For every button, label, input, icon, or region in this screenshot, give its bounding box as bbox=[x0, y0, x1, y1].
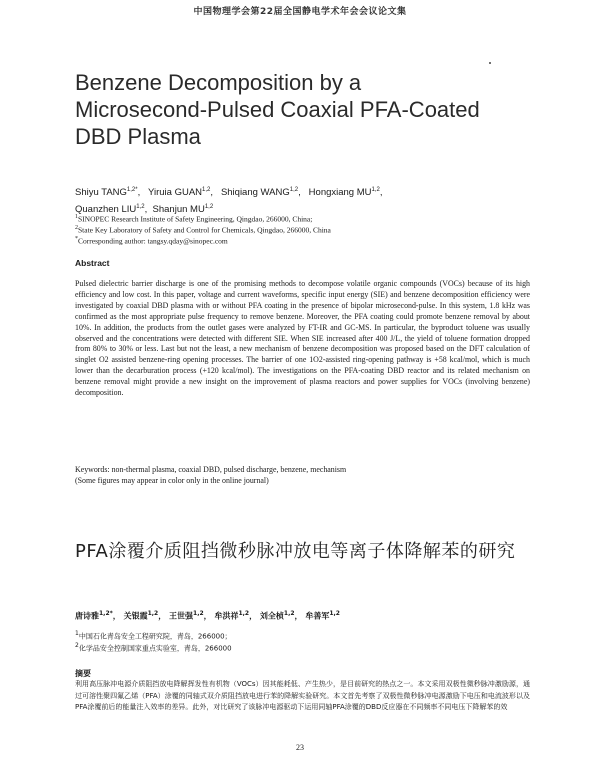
stray-mark bbox=[489, 62, 491, 64]
author-name: 牟善军 bbox=[305, 611, 330, 621]
abstract-body: Pulsed dielectric barrier discharge is one of the promising methods to decompose volatile organic compounds (VOCs) because of its high efficiency and low cost. In this paper, voltage and current waveforms, specific input energy (SIE) and benzene decomposition efficiency were investigated by coaxial DBD plasma with or without PFA coating in the presence of bipolar microsecond-pulse. In this system, 1.8 kHz was confirmed as the most appropriate pulse frequency to remove benzene. Moreover, the PFA coating could promote benzene removal by about 10%. In addition, the products from the outlet gases were analyzed by FT-IR and GC-MS. In particular, the byproduct toluene was usually observed and the concentrations were detected with different SIE. When SIE increased after 400 J/L, the yield of toluene formation dropped from 80% to 30% or less. Last but not the least, a new mechanism of benzene decomposition was proposed based on the DFT calculation of singlet O2 assisted benzene-ring opening processes. The barrier of one 1O2-assisted ring-opening pathway is +58 kcal/mol, which is much lower than the decarburation process (+120 kcal/mol). The investigations on the PFA-coating DBD reactor and its related mechanism on benzene removal might provide a new insight on the improvement of plasma reactors and power supplies for VOCs (involving benzene) decomposition. bbox=[75, 279, 530, 398]
author-name: Yiruia GUAN bbox=[148, 187, 203, 199]
title-en-line-2: Microsecond-Pulsed Coaxial PFA-Coated bbox=[75, 97, 480, 122]
paper-title-cn: PFA涂覆介质阻挡微秒脉冲放电等离子体降解苯的研究 bbox=[75, 541, 516, 562]
running-header: 中国物理学会第22届全国静电学术年会会议论文集 bbox=[193, 7, 407, 17]
title-en-line-1: Benzene Decomposition by a bbox=[75, 70, 362, 95]
author-name: 牟洪祥 bbox=[214, 611, 239, 621]
abstract-heading-cn: 摘要 bbox=[75, 669, 91, 678]
abstract-body-cn: 利用高压脉冲电源介质阻挡放电降解挥发性有机物（VOCs）因其能耗低、产生热少，是目前研究的热点之一。本文采用双极性微秒脉冲激励源，通过可溶性聚四氟乙烯（PFA）涂覆的同轴式双介质阻挡放电进行苯的降解实验研究。本文首先考察了双极性微秒脉冲电源激励下电压和电流波形以及PFA涂覆前后的能量注入效率的差异。此外，对比研究了该脉冲电源驱动下运用同轴PFA涂覆的DBD反应器在不同频率不同电压下降解苯的效 bbox=[75, 680, 530, 711]
affiliation-2-cn: $^2$化学品安全控制国家重点实验室，青岛，266000 bbox=[75, 642, 232, 653]
title-en-line-3: DBD Plasma bbox=[75, 124, 201, 149]
author-name: Shiqiang WANG bbox=[220, 187, 290, 199]
author-name: 唐诗雅 bbox=[75, 611, 99, 621]
author-name: Shiyu TANG bbox=[75, 187, 127, 199]
author-list-en: Shiyu $TANG^{1,2*}$, Yiruia GUAN$^{1,2}$, Shiqiang WANG$^{1,2}$, Hongxiang MU$^{1,2}$, Quanzhen LIU$^{1,2}$, Shanjun MU$^{1,2}$ bbox=[75, 187, 383, 216]
corresponding-author: *Corresponding author: tangsy.qday@sinopec.com bbox=[75, 236, 228, 246]
abstract-heading: Abstract bbox=[75, 258, 110, 268]
page-number: 23 bbox=[296, 743, 304, 752]
author-name: Hongxiang MU bbox=[308, 187, 372, 199]
paper-title-en bbox=[75, 69, 535, 150]
affiliation-2-en: $^2$State Key Laboratory of Safety and Control for Chemicals, Qingdao, 266000, China bbox=[75, 225, 331, 235]
author-name: Quanzhen LIU bbox=[75, 204, 137, 216]
author-name: 王世强 bbox=[169, 611, 194, 621]
author-name: 关银霞 bbox=[123, 611, 148, 621]
keywords: Keywords: non-thermal plasma, coaxial DBD, pulsed discharge, benzene, mechanism bbox=[75, 465, 347, 474]
author-name: 刘全桢 bbox=[259, 611, 284, 621]
author-list-cn: 唐诗雅$^{1,2*}$， 关银霞$^{1,2}$， 王世强$^{1,2}$， 牟洪祥$^{1,2}$， 刘全桢$^{1,2}$， 牟善军$^{1,2}$ bbox=[75, 610, 340, 621]
figures-note: (Some figures may appear in color only in the online journal) bbox=[75, 476, 269, 485]
affiliation-1-en: $^1$SINOPEC Research Institute of Safety Engineering, Qingdao, 266000, China; bbox=[75, 214, 313, 224]
affiliation-1-cn: $^1$中国石化青岛安全工程研究院，青岛，266000； bbox=[75, 630, 232, 641]
author-name: Shanjun MU bbox=[152, 204, 205, 216]
